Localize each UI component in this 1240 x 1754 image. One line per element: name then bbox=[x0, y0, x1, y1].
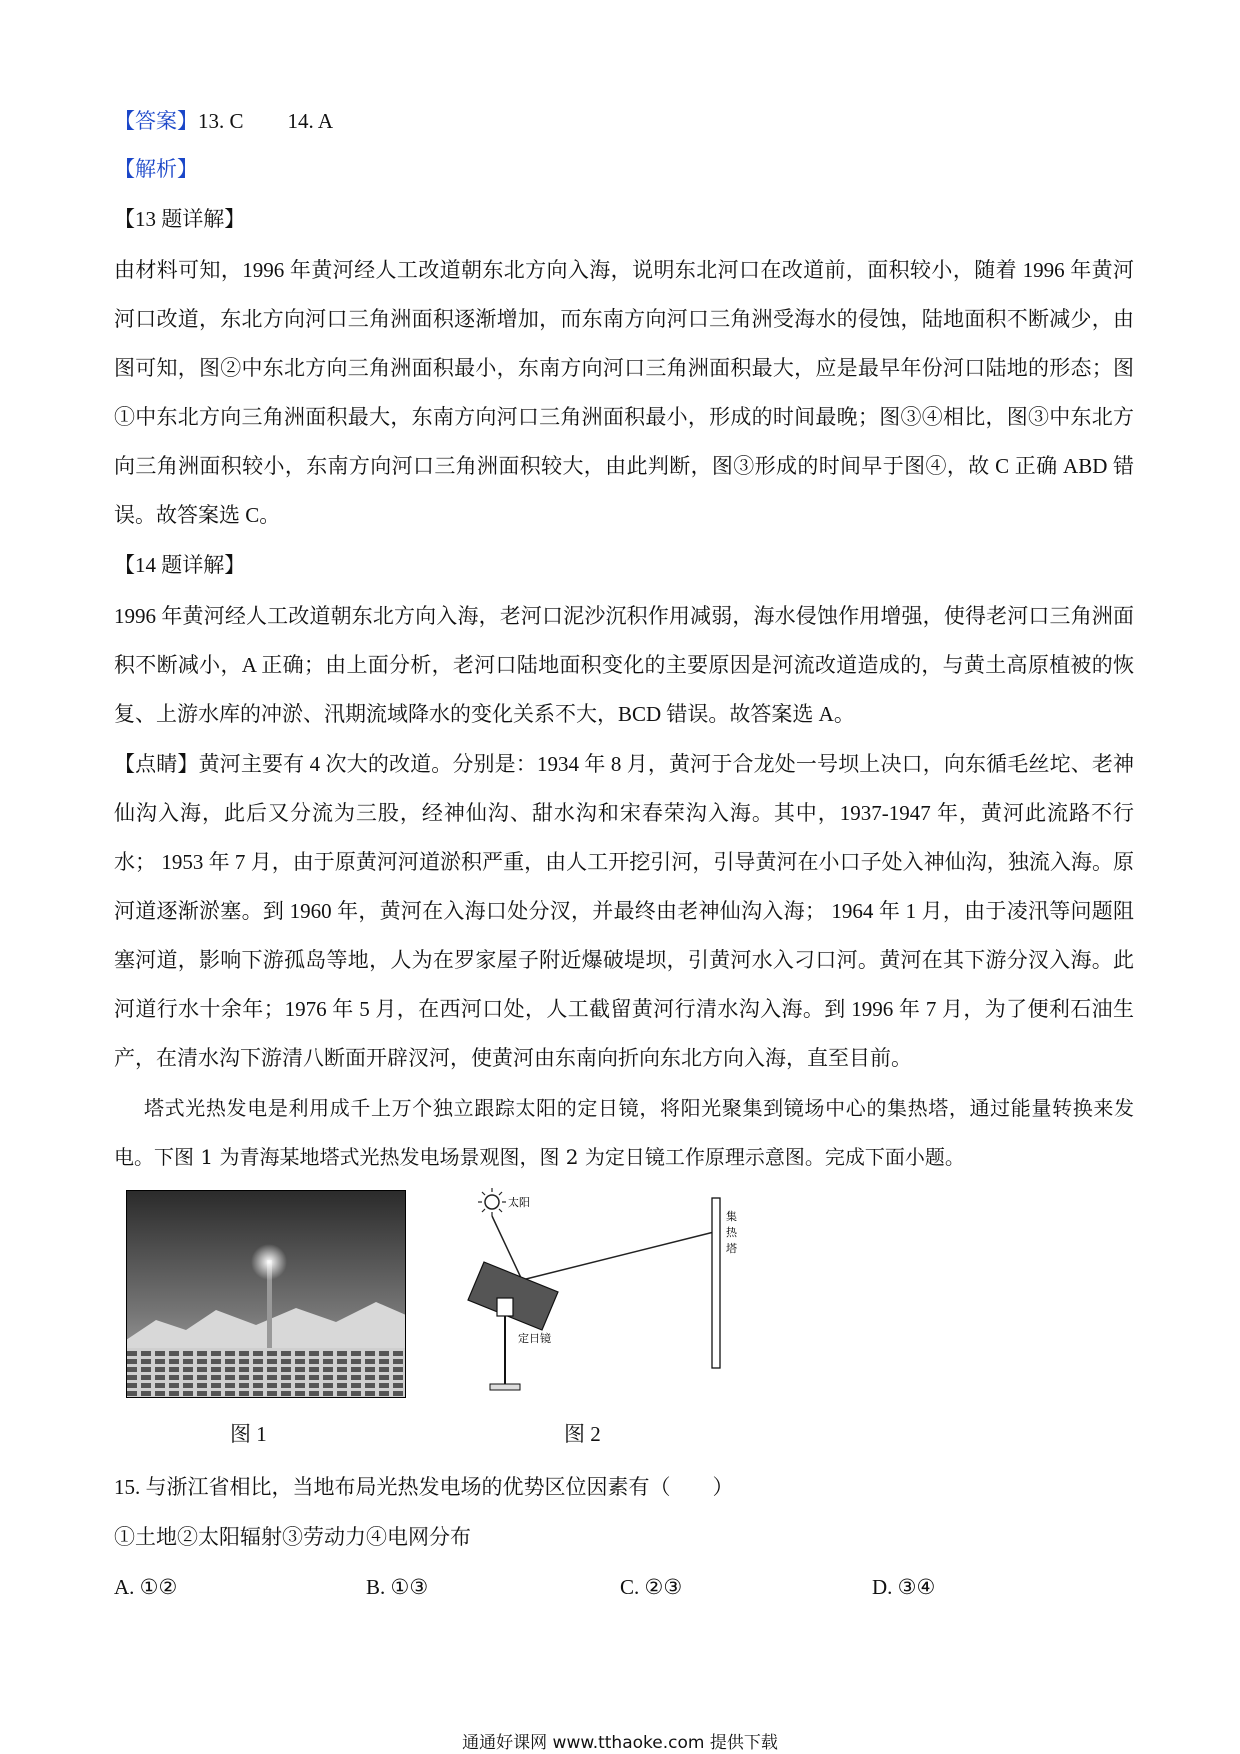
tower-label-2: 热 bbox=[726, 1226, 737, 1239]
q14-heading: 【14 题详解】 bbox=[114, 553, 246, 577]
note-label: 【点睛】 bbox=[114, 752, 199, 776]
figure-2-diagram bbox=[460, 1180, 750, 1410]
heliostat-field bbox=[126, 1348, 406, 1398]
answer-13: 13. C bbox=[198, 109, 244, 133]
q13-heading: 【13 题详解】 bbox=[114, 207, 246, 231]
q13-body: 由材料可知，1996 年黄河经人工改道朝东北方向入海，说明东北河口在改道前，面积较小，随着 1996 年黄河河口改道，东北方向河口三角洲面积逐渐增加，而东南方向河口三角洲受海水的侵蚀，陆地面积不断减少，由图可知，图②中东北方向三角洲面积最小，东南方向河口三角洲面积最大，应是最早年份河口陆地的形态；图①中东北方向三角洲面积最大，东南方向河口三角洲面积最小，形成的时间最晚；图③④相比，图③中东北方向三角洲面积较小，东南方向河口三角洲面积较大，由此判断，图③形成的时间早于图④，故 C 正确 ABD 错误。故答案选 C。 bbox=[114, 258, 1134, 527]
intro-paragraph: 塔式光热发电是利用成千上万个独立跟踪太阳的定日镜，将阳光聚集到镜场中心的集热塔，通过能量转换来发电。下图 1 为青海某地塔式光热发电场景观图，图 2 为定日镜工作原理示意图。完成下面小题。 bbox=[114, 1096, 1134, 1169]
note-paragraph bbox=[114, 740, 1134, 1083]
figure-2-caption: 图 2 bbox=[564, 1422, 601, 1446]
mirror-label: 定日镜 bbox=[518, 1332, 551, 1345]
tower-glow bbox=[251, 1244, 287, 1280]
q14-body: 1996 年黄河经人工改道朝东北方向入海，老河口泥沙沉积作用减弱，海水侵蚀作用增强，使得老河口三角洲面积不断减小，A 正确；由上面分析，老河口陆地面积变化的主要原因是河流改道造成的，与黄土高原植被的恢复、上游水库的冲淤、汛期流域降水的变化关系不大，BCD 错误。故答案选 A。 bbox=[114, 604, 1134, 726]
tower-label-3: 塔 bbox=[726, 1242, 737, 1255]
option-d: D. ③④ bbox=[872, 1575, 936, 1599]
note-body: 黄河主要有 4 次大的改道。分别是：1934 年 8 月，黄河于合龙处一号坝上决口，向东循毛丝坨、老神仙沟入海，此后又分流为三股，经神仙沟、甜水沟和宋春荣沟入海。其中，1937-1947 年，黄河此流路不行水； 1953 年 7 月，由于原黄河河道淤积严重，由人工开挖引河，引导黄河在小口子处入神仙沟，独流入海。原河道逐渐淤塞。到 1960 年，黄河在入海口处分汊，并最终由老神仙沟入海； 1964 年 1 月，由于凌汛等问题阻塞河道，影响下游孤岛等地，人为在罗家屋子附近爆破堤坝，引黄河水入刁口河。黄河在其下游分汊入海。此河道行水十余年；1976 年 5 月，在西河口处，人工截留黄河行清水沟入海。到 1996 年 7 月，为了便利石油生产，在清水沟下游清八断面开辟汊河，使黄河由东南向折向东北方向入海，直至目前。 bbox=[114, 752, 1134, 1070]
option-a: A. ①② bbox=[114, 1575, 178, 1599]
heliostat-mirror bbox=[468, 1262, 558, 1330]
answer-14: 14. A bbox=[287, 109, 334, 133]
footer-source: 通通好课网 www.tthaoke.com 提供下载 bbox=[462, 1733, 778, 1753]
tower-label-1: 集 bbox=[726, 1210, 737, 1223]
q15-stem: 15. 与浙江省相比，当地布局光热发电场的优势区位因素有（ ） bbox=[114, 1475, 734, 1499]
option-b: B. ①③ bbox=[366, 1575, 429, 1599]
reflected-ray bbox=[522, 1232, 714, 1280]
sun-icon bbox=[478, 1188, 506, 1216]
heliostat-base bbox=[490, 1384, 520, 1390]
analysis-label: 【解析】 bbox=[114, 157, 198, 181]
sun-label: 太阳 bbox=[508, 1196, 530, 1209]
q15-items: ①土地②太阳辐射③劳动力④电网分布 bbox=[114, 1525, 471, 1549]
answer-label: 【答案】 bbox=[114, 109, 198, 133]
figure-1-photo bbox=[126, 1190, 406, 1398]
figure-1-caption: 图 1 bbox=[230, 1422, 267, 1446]
answer-line bbox=[114, 106, 1134, 136]
collector-tower bbox=[712, 1198, 720, 1368]
option-c: C. ②③ bbox=[620, 1575, 683, 1599]
heliostat-mount bbox=[497, 1298, 513, 1316]
